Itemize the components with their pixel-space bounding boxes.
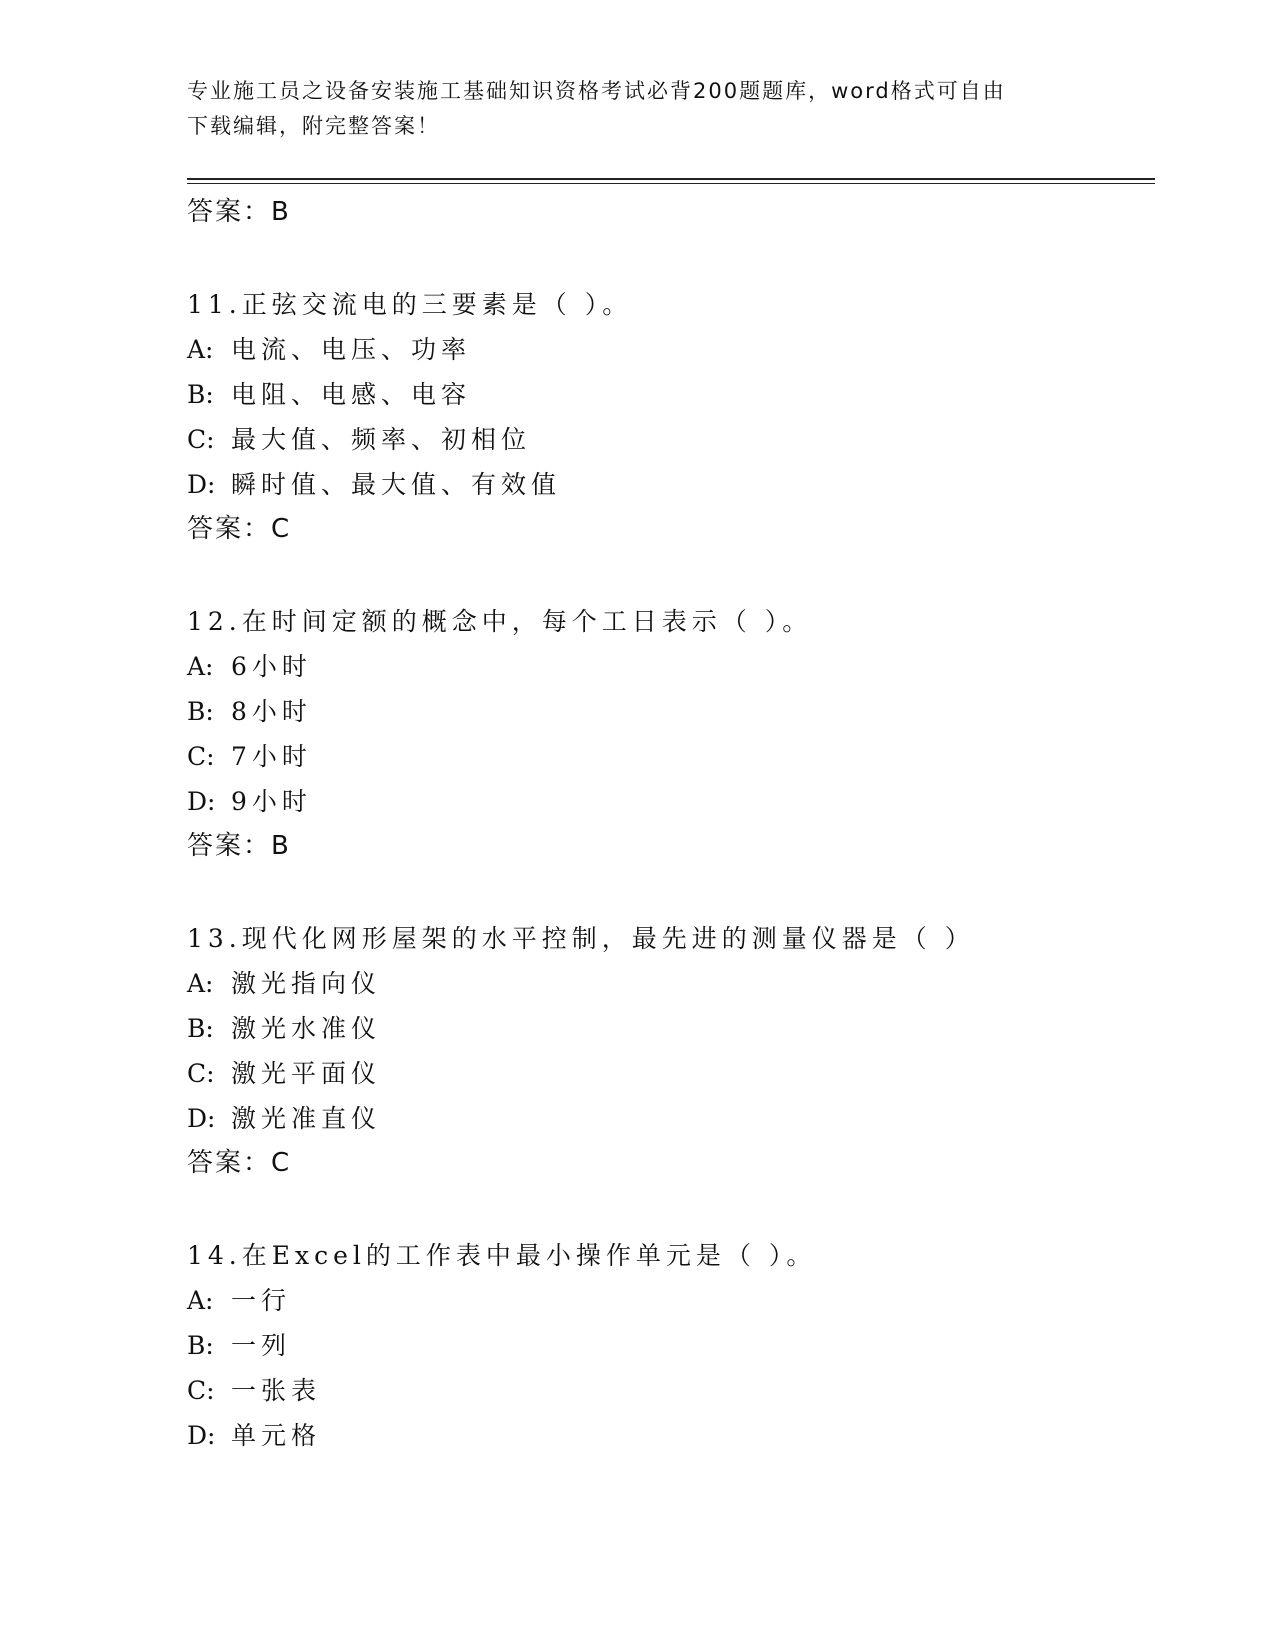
- option-key: B:: [187, 1014, 214, 1043]
- question-stem: 11.正弦交流电的三要素是（ ）。: [187, 290, 633, 319]
- option-text: 一张表: [231, 1376, 322, 1405]
- option-key: A:: [187, 969, 214, 998]
- option-key: C:: [187, 1059, 215, 1088]
- option-key: A:: [187, 652, 214, 681]
- answer-line: 答案：C: [187, 1148, 292, 1178]
- option-text: 6小时: [231, 652, 312, 681]
- option-a: [187, 644, 1155, 689]
- question-block: [187, 1233, 1155, 1458]
- option-d: [187, 462, 1155, 507]
- option-text: 一列: [231, 1331, 292, 1360]
- header-line-2: 下载编辑，附完整答案！: [187, 114, 440, 138]
- question-block: [187, 599, 1155, 869]
- option-key: C:: [187, 425, 215, 454]
- option-c: [187, 734, 1155, 779]
- option-text: 电阻、电感、电容: [231, 380, 472, 409]
- previous-answer: 答案：B: [187, 197, 291, 227]
- question-block: [187, 916, 1155, 1186]
- spacer: [187, 235, 1155, 282]
- option-text: 8小时: [231, 697, 312, 726]
- option-a: [187, 327, 1155, 372]
- option-c: [187, 1368, 1155, 1413]
- option-text: 电流、电压、功率: [231, 335, 472, 364]
- question-list: [187, 190, 1155, 1458]
- question-stem: 12.在时间定额的概念中，每个工日表示（ ）。: [187, 607, 813, 636]
- option-key: C:: [187, 1376, 215, 1405]
- option-key: C:: [187, 742, 215, 771]
- header-divider-thin: [187, 183, 1155, 184]
- option-d: [187, 1413, 1155, 1458]
- question-stem: 13.现代化网形屋架的水平控制，最先进的测量仪器是（ ）: [187, 924, 975, 953]
- option-a: [187, 961, 1155, 1006]
- option-text: 一行: [231, 1286, 292, 1315]
- option-b: [187, 689, 1155, 734]
- option-text: 激光指向仪: [231, 969, 382, 998]
- answer-line: 答案：C: [187, 514, 292, 544]
- option-text: 最大值、频率、初相位: [231, 425, 532, 454]
- option-text: 7小时: [231, 742, 312, 771]
- option-d: [187, 779, 1155, 824]
- option-text: 瞬时值、最大值、有效值: [231, 470, 562, 499]
- spacer: [187, 869, 1155, 916]
- option-b: [187, 1323, 1155, 1368]
- option-text: 单元格: [231, 1421, 322, 1450]
- answer-line: 答案：B: [187, 831, 291, 861]
- document-header: [187, 74, 1067, 144]
- option-key: B:: [187, 380, 214, 409]
- header-divider-thick: [187, 178, 1155, 180]
- header-line-1: 专业施工员之设备安装施工基础知识资格考试必背200题题库，word格式可自由: [187, 79, 1006, 103]
- option-key: D:: [187, 787, 216, 816]
- option-a: [187, 1278, 1155, 1323]
- option-key: B:: [187, 697, 214, 726]
- question-stem: 14.在Excel的工作表中最小操作单元是（ ）。: [187, 1241, 817, 1270]
- option-key: A:: [187, 335, 214, 364]
- option-key: A:: [187, 1286, 214, 1315]
- option-c: [187, 1051, 1155, 1096]
- option-b: [187, 372, 1155, 417]
- option-text: 激光准直仪: [231, 1104, 382, 1133]
- option-key: D:: [187, 1104, 216, 1133]
- option-text: 激光水准仪: [231, 1014, 382, 1043]
- option-key: D:: [187, 470, 216, 499]
- option-text: 9小时: [231, 787, 312, 816]
- option-c: [187, 417, 1155, 462]
- option-text: 激光平面仪: [231, 1059, 382, 1088]
- option-key: D:: [187, 1421, 216, 1450]
- spacer: [187, 1186, 1155, 1233]
- option-key: B:: [187, 1331, 214, 1360]
- option-b: [187, 1006, 1155, 1051]
- question-block: [187, 282, 1155, 552]
- spacer: [187, 552, 1155, 599]
- option-d: [187, 1096, 1155, 1141]
